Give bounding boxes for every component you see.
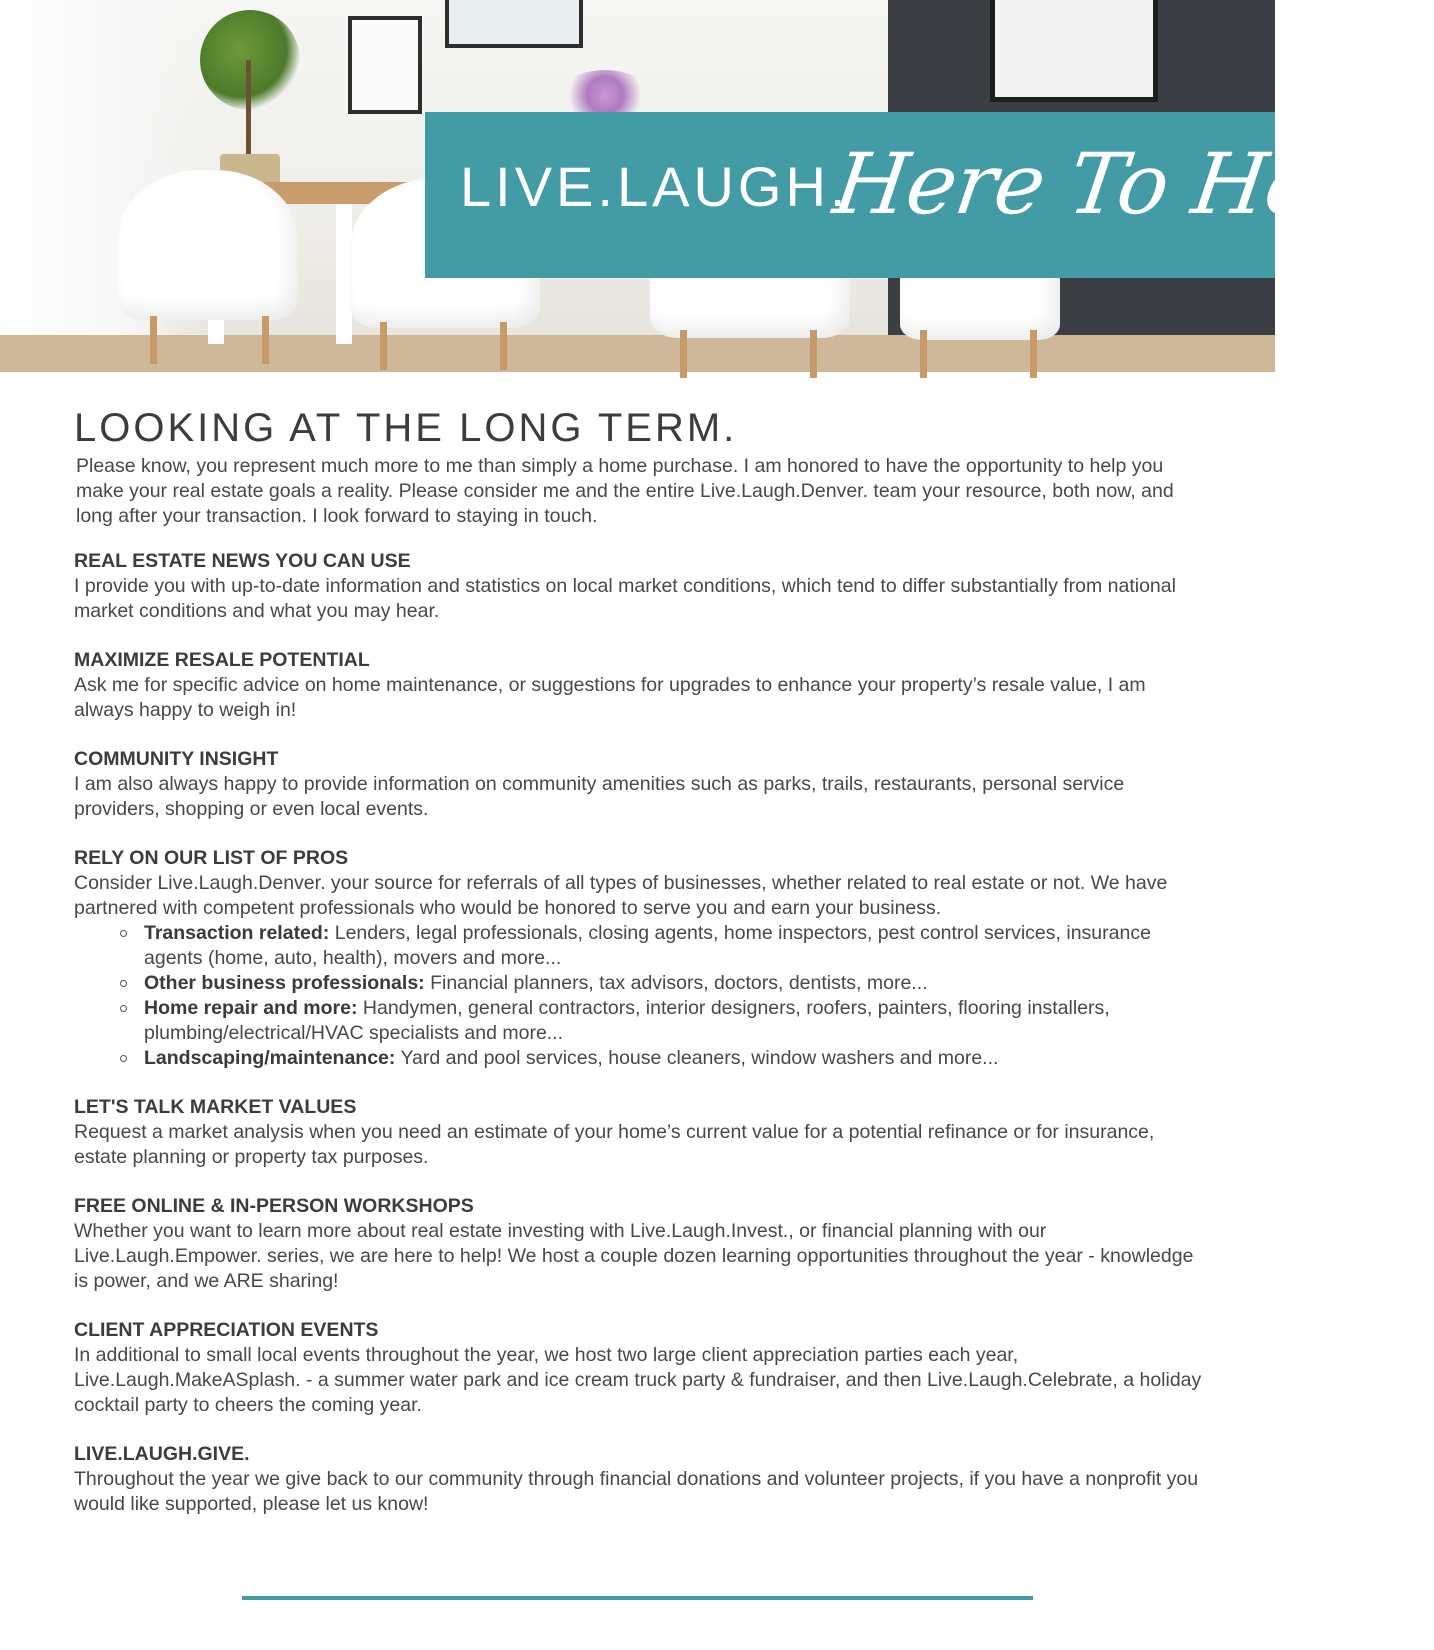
section-news xyxy=(74,549,1202,624)
section-heading: FREE ONLINE & IN-PERSON WORKSHOPS xyxy=(74,1195,474,1217)
list-item-label: Home repair and more: xyxy=(144,997,358,1019)
floor xyxy=(0,335,1275,372)
list-item xyxy=(144,921,1202,971)
chair-leg xyxy=(920,330,927,378)
chair-leg xyxy=(262,316,269,364)
section-body: Throughout the year we give back to our community through financial donations and volunteer projects, if you have a nonprofit you would like supported, please let us know! xyxy=(74,1468,1199,1515)
chair-leg xyxy=(1030,330,1037,378)
section-heading: LIVE.LAUGH.GIVE. xyxy=(74,1443,250,1465)
section-heading: MAXIMIZE RESALE POTENTIAL xyxy=(74,649,370,671)
section-community xyxy=(74,747,1202,822)
section-heading: LET'S TALK MARKET VALUES xyxy=(74,1096,357,1118)
main-content xyxy=(74,402,1202,1517)
section-body: Consider Live.Laugh.Denver. your source for referrals of all types of businesses, whether related to real estate or not. We have partnered with competent professionals who would be honored to serve you and earn your business. xyxy=(74,872,1168,919)
chair-leg xyxy=(810,330,817,378)
section-market-values xyxy=(74,1095,1202,1170)
circle-bullet-icon xyxy=(120,1055,127,1062)
page-title: LOOKING AT THE LONG TERM. xyxy=(74,406,738,450)
plant-stem xyxy=(246,60,251,156)
footer-divider xyxy=(242,1596,1033,1600)
title-banner xyxy=(425,112,1433,278)
chair-leg xyxy=(380,322,387,370)
banner-main-text: LIVE.LAUGH. xyxy=(460,155,850,218)
section-body: In additional to small local events throughout the year, we host two large client appreciation parties each year, Live.Laugh.MakeASplash. - a summer water park and ice cream truck party & fundraiser, and then Live.Laugh.Celebrate, a holiday cocktail party to cheers the coming year. xyxy=(74,1344,1202,1416)
section-resale xyxy=(74,648,1202,723)
list-item-text: Yard and pool services, house cleaners, window washers and more... xyxy=(400,1047,999,1069)
section-pros xyxy=(74,846,1202,1071)
section-body: Whether you want to learn more about real estate investing with Live.Laugh.Invest., or financial planning with our Live.Laugh.Empower. series, we are here to help! We host a couple dozen learning opportunities throughout the year - knowledge is power, and we ARE sharing! xyxy=(74,1220,1194,1292)
circle-bullet-icon xyxy=(120,1005,127,1012)
section-body: I am also always happy to provide information on community amenities such as parks, trails, restaurants, personal service providers, shopping or even local events. xyxy=(74,773,1125,820)
chair-leg xyxy=(680,330,687,378)
pros-list xyxy=(74,921,1202,1071)
chair-leg xyxy=(150,316,157,364)
list-item xyxy=(144,971,1202,996)
list-item-text: Handymen, general contractors, interior designers, roofers, painters, flooring installers, plumbing/electrical/HVAC specialists and more... xyxy=(144,997,1110,1044)
list-item xyxy=(144,996,1202,1046)
section-workshops xyxy=(74,1194,1202,1294)
hero-photo xyxy=(0,0,1433,372)
section-heading: RELY ON OUR LIST OF PROS xyxy=(74,847,349,869)
circle-bullet-icon xyxy=(120,980,127,987)
list-item-text: Financial planners, tax advisors, doctors, dentists, more... xyxy=(430,972,928,994)
section-body: Request a market analysis when you need an estimate of your home’s current value for a potential refinance or for insurance, estate planning or property tax purposes. xyxy=(74,1121,1155,1168)
section-heading: REAL ESTATE NEWS YOU CAN USE xyxy=(74,550,411,572)
intro-paragraph: Please know, you represent much more to me than simply a home purchase. I am honored to have the opportunity to help you make your real estate goals a reality. Please consider me and the entire Live.Laugh.Denver. team your resource, both now, and long after your transaction. I look forward to staying in touch. xyxy=(76,455,1174,527)
wall-frame-cactus xyxy=(990,0,1158,102)
list-item-text: Lenders, legal professionals, closing agents, home inspectors, pest control services, insurance agents (home, auto, health), movers and more... xyxy=(144,922,1151,969)
wall-frame-abstract xyxy=(445,0,583,48)
section-heading: COMMUNITY INSIGHT xyxy=(74,748,279,770)
section-give xyxy=(74,1442,1202,1517)
section-heading: CLIENT APPRECIATION EVENTS xyxy=(74,1319,379,1341)
list-item-label: Landscaping/maintenance: xyxy=(144,1047,396,1069)
section-body: Ask me for specific advice on home maintenance, or suggestions for upgrades to enhance your property’s resale value, I am always happy to weigh in! xyxy=(74,674,1146,721)
chair-leg xyxy=(500,322,507,370)
wall-frame-leaf xyxy=(348,16,422,114)
banner-script-text: Here To Help! xyxy=(828,135,1433,233)
section-client-events xyxy=(74,1318,1202,1418)
list-item xyxy=(144,1046,1202,1071)
circle-bullet-icon xyxy=(120,930,127,937)
chair xyxy=(118,170,298,320)
section-body: I provide you with up-to-date information and statistics on local market conditions, which tend to differ substantially from national market conditions and what you may hear. xyxy=(74,575,1176,622)
list-item-label: Transaction related: xyxy=(144,922,330,944)
list-item-label: Other business professionals: xyxy=(144,972,425,994)
